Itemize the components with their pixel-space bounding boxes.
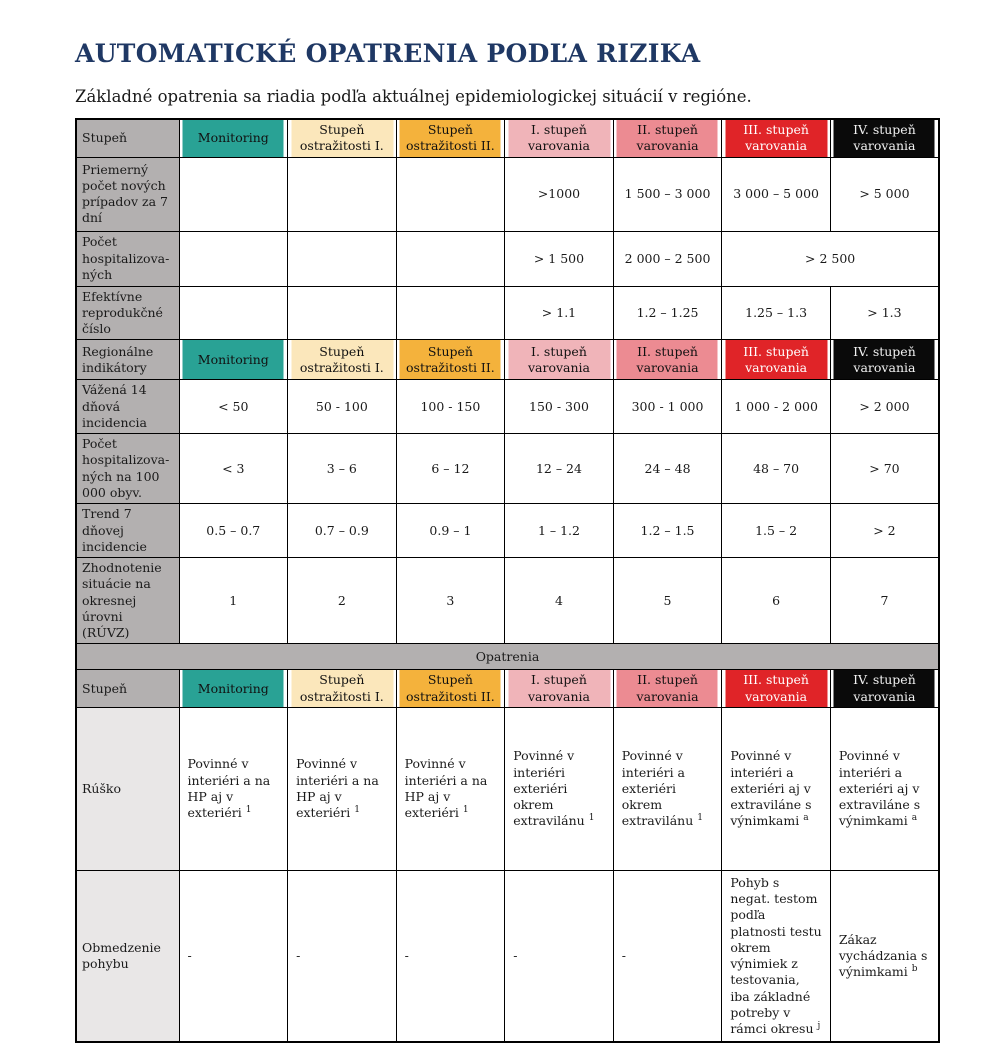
cell-text: > 1.3: [867, 304, 902, 320]
risk-table-body: [76, 119, 939, 1042]
column-header: I. stupeň varovania: [505, 340, 614, 380]
cell: [830, 707, 939, 870]
cell-text: > 1.1: [541, 304, 577, 320]
footnote-marker: 1: [462, 805, 469, 816]
cell: [613, 286, 722, 340]
cell-text: > 70: [869, 460, 900, 476]
column-header: Stupeň ostražitosti II.: [396, 670, 505, 708]
cell: [396, 504, 505, 558]
row-label: Obmedzenie pohybu: [76, 870, 179, 1042]
section-divider: Opatrenia: [76, 644, 939, 670]
cell: [179, 231, 288, 286]
row-label: Vážená 14 dňová incidencia: [76, 380, 179, 434]
column-header: Stupeň ostražitosti I.: [288, 340, 397, 380]
cell-text: 1.2 – 1.5: [640, 522, 695, 538]
cell-text: Povinné v interiéri a exteriéri aj v extraviláne s výnimkami: [730, 748, 812, 829]
cell-text: 1.25 – 1.3: [745, 304, 808, 320]
table-row: [76, 434, 939, 504]
cell: [396, 157, 505, 231]
cell-text: < 50: [218, 398, 249, 414]
cell: [179, 558, 288, 644]
column-header: IV. stupeň varovania: [830, 119, 939, 157]
column-header: Monitoring: [179, 340, 288, 380]
table-row: [76, 286, 939, 340]
cell: [288, 504, 397, 558]
cell: [830, 286, 939, 340]
cell: [505, 504, 614, 558]
section-divider-row: [76, 644, 939, 670]
cell-text: Povinné v interiéri a na HP aj v exteriéri: [404, 756, 488, 821]
footnote-marker: j: [817, 1021, 821, 1032]
cell: [179, 157, 288, 231]
cell-text: -: [621, 948, 626, 964]
table-row: [76, 157, 939, 231]
cell: [288, 380, 397, 434]
cell: [505, 707, 614, 870]
cell-text: 0.9 – 1: [429, 522, 472, 538]
cell: [179, 286, 288, 340]
table-row: [76, 380, 939, 434]
cell-text: -: [513, 948, 518, 964]
cell-text: 5: [663, 592, 672, 608]
cell-text: 2 000 – 2 500: [624, 250, 711, 266]
cell-text: 3 – 6: [326, 460, 357, 476]
cell-text: 0.5 – 0.7: [206, 522, 261, 538]
cell: [722, 286, 831, 340]
cell-text: < 3: [222, 460, 245, 476]
cell: [179, 380, 288, 434]
cell-text: > 5 000: [859, 186, 910, 202]
column-header: II. stupeň varovania: [613, 119, 722, 157]
row-label: Rúško: [76, 707, 179, 870]
column-header: III. stupeň varovania: [722, 119, 831, 157]
cell-text: > 2: [873, 522, 896, 538]
section-header-label: Stupeň: [76, 119, 179, 157]
table-row: [76, 870, 939, 1042]
cell: [830, 380, 939, 434]
page-subtitle: Základné opatrenia sa riadia podľa aktuálnej epidemiologickej situácií v regióne.: [75, 86, 752, 106]
cell: [613, 707, 722, 870]
cell: [830, 504, 939, 558]
cell-text: 2: [337, 592, 346, 608]
cell: [396, 380, 505, 434]
cell: [830, 870, 939, 1042]
section-header-label: Stupeň: [76, 670, 179, 708]
cell: [830, 434, 939, 504]
cell: [505, 286, 614, 340]
cell: [830, 558, 939, 644]
table-row: [76, 231, 939, 286]
column-header: IV. stupeň varovania: [830, 340, 939, 380]
column-header: Stupeň ostražitosti I.: [288, 670, 397, 708]
cell-text: 12 – 24: [535, 460, 582, 476]
footnote-marker: a: [911, 813, 918, 824]
cell: [288, 707, 397, 870]
cell-text: Povinné v interiéri a exteriéri aj v extraviláne s výnimkami: [838, 748, 921, 829]
cell-text: 1: [229, 592, 238, 608]
cell: [396, 434, 505, 504]
footnote-marker: 1: [697, 813, 703, 824]
cell: [722, 434, 831, 504]
cell-text: >1000: [537, 186, 581, 202]
cell: [396, 870, 505, 1042]
column-header: Monitoring: [179, 119, 288, 157]
cell: [396, 286, 505, 340]
risk-table: [75, 118, 940, 1043]
cell: [613, 434, 722, 504]
cell-text: 100 - 150: [420, 398, 481, 414]
column-header: Stupeň ostražitosti I.: [288, 119, 397, 157]
cell-text: 6 – 12: [431, 460, 470, 476]
cell: [722, 870, 831, 1042]
cell: [613, 558, 722, 644]
footnote-marker: b: [911, 964, 918, 975]
column-header: Stupeň ostražitosti II.: [396, 119, 505, 157]
cell-text: Povinné v interiéri exteriéri okrem extravilánu: [513, 748, 585, 829]
section-header-label: Regionálne indikátory: [76, 340, 179, 380]
table-header-row: [76, 119, 939, 157]
cell-text: > 1 500: [533, 250, 585, 266]
footnote-marker: 1: [354, 805, 360, 816]
cell: [722, 231, 939, 286]
cell-text: Povinné v interiéri a exteriéri okrem extravilánu: [621, 748, 694, 829]
cell-text: 6: [772, 592, 781, 608]
cell: [179, 707, 288, 870]
table-header-row: [76, 340, 939, 380]
page-title: AUTOMATICKÉ OPATRENIA PODĽA RIZIKA: [75, 39, 701, 68]
table-row: [76, 558, 939, 644]
row-label: Priemerný počet nových prípadov za 7 dní: [76, 157, 179, 231]
table-row: [76, 504, 939, 558]
cell: [179, 434, 288, 504]
cell-text: 1 000 - 2 000: [734, 398, 818, 414]
footnote-marker: a: [803, 813, 809, 824]
row-label: Počet hospitalizova-ných: [76, 231, 179, 286]
cell: [613, 157, 722, 231]
cell: [288, 558, 397, 644]
cell: [722, 558, 831, 644]
cell: [505, 870, 614, 1042]
cell-text: 1.2 – 1.25: [636, 304, 699, 320]
cell: [722, 504, 831, 558]
cell: [396, 558, 505, 644]
cell: [288, 286, 397, 340]
column-header: IV. stupeň varovania: [830, 670, 939, 708]
cell-text: 4: [554, 592, 563, 608]
footnote-marker: 1: [588, 813, 595, 824]
cell: [396, 231, 505, 286]
cell-text: 1 – 1.2: [537, 522, 580, 538]
cell: [288, 434, 397, 504]
cell: [288, 870, 397, 1042]
cell: [722, 157, 831, 231]
cell: [505, 231, 614, 286]
cell: [722, 707, 831, 870]
cell: [613, 380, 722, 434]
cell: [830, 157, 939, 231]
cell: [396, 707, 505, 870]
cell-text: -: [404, 948, 409, 964]
cell: [288, 231, 397, 286]
cell-text: 0.7 – 0.9: [314, 522, 369, 538]
cell-text: -: [187, 948, 192, 964]
cell: [613, 504, 722, 558]
column-header: III. stupeň varovania: [722, 670, 831, 708]
column-header: II. stupeň varovania: [613, 340, 722, 380]
column-header: I. stupeň varovania: [505, 119, 614, 157]
cell: [179, 504, 288, 558]
cell-text: 7: [880, 592, 889, 608]
cell: [505, 157, 614, 231]
cell-text: Zákaz vychádzania s výnimkami: [838, 931, 928, 980]
cell-text: 150 - 300: [529, 398, 589, 414]
footnote-marker: 1: [245, 805, 252, 816]
row-label: Trend 7 dňovej incidencie: [76, 504, 179, 558]
column-header: Monitoring: [179, 670, 288, 708]
cell-text: 1 500 – 3 000: [624, 186, 711, 202]
cell-text: 48 – 70: [753, 460, 800, 476]
column-header: Stupeň ostražitosti II.: [396, 340, 505, 380]
cell-text: -: [296, 948, 301, 964]
cell: [179, 870, 288, 1042]
cell-text: 3: [446, 592, 455, 608]
column-header: II. stupeň varovania: [613, 670, 722, 708]
cell-text: 1.5 – 2: [755, 522, 798, 538]
cell: [613, 870, 722, 1042]
table-row: [76, 707, 939, 870]
cell-text: Povinné v interiéri a na HP aj v exteriéri: [187, 756, 271, 821]
cell: [505, 434, 614, 504]
cell-text: 300 - 1 000: [631, 398, 704, 414]
cell-text: > 2 500: [805, 250, 856, 266]
cell: [722, 380, 831, 434]
row-label: Zhodnotenie situácie na okresnej úrovni (RÚVZ): [76, 558, 179, 644]
cell-text: 50 - 100: [315, 398, 368, 414]
row-label: Počet hospitalizova-ných na 100 000 obyv.: [76, 434, 179, 504]
cell-text: 3 000 – 5 000: [733, 186, 819, 202]
column-header: III. stupeň varovania: [722, 340, 831, 380]
column-header: I. stupeň varovania: [505, 670, 614, 708]
cell-text: Povinné v interiéri a na HP aj v exteriéri: [296, 756, 379, 821]
cell-text: 24 – 48: [644, 460, 691, 476]
cell-text: Pohyb s negat. testom podľa platnosti testu okrem výnimiek z testovania, iba základné potreby v rámci okresu: [730, 874, 822, 1037]
row-label: Efektívne reprodukčné číslo: [76, 286, 179, 340]
cell: [288, 157, 397, 231]
table-header-row: [76, 670, 939, 708]
cell: [505, 380, 614, 434]
cell: [613, 231, 722, 286]
cell-text: > 2 000: [859, 398, 910, 414]
cell: [505, 558, 614, 644]
